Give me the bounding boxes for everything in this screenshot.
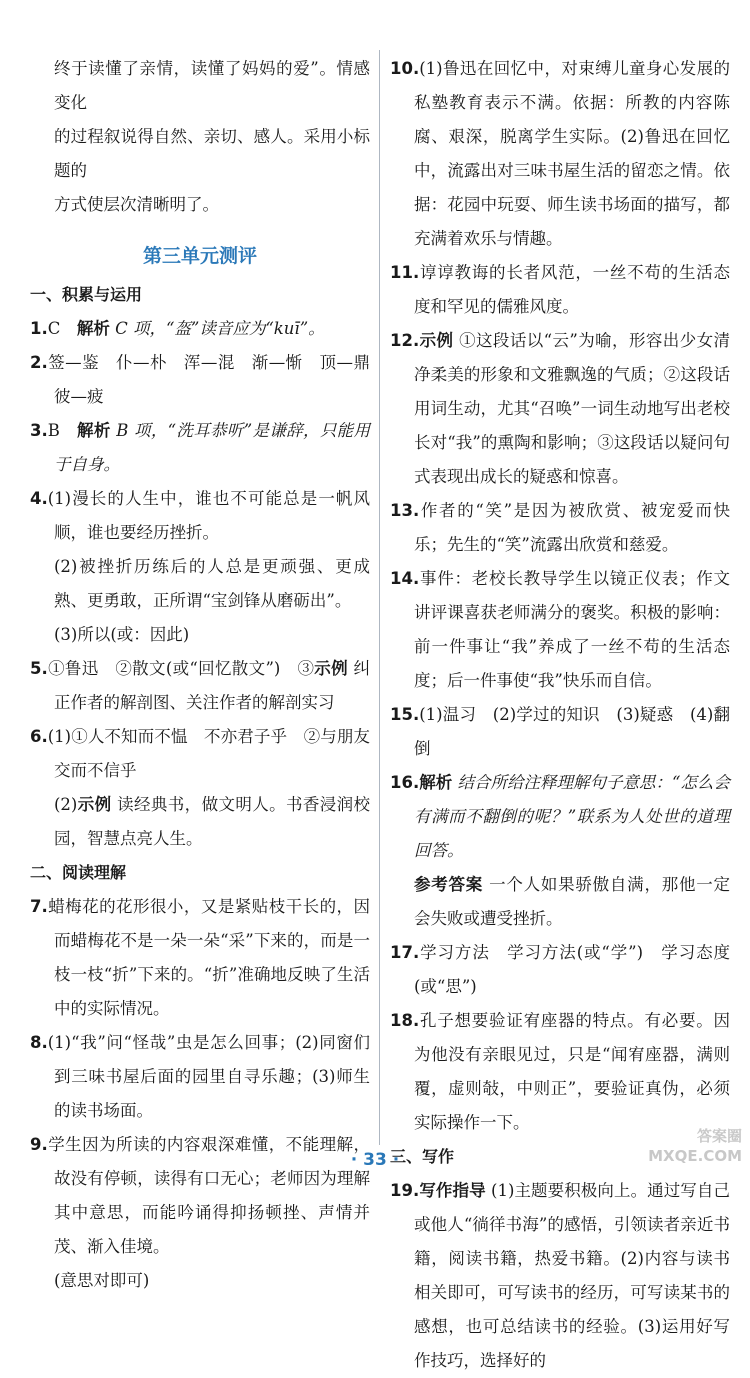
answer-12: 12.示例 ①这段话以“云”为喻，形容出少女清净柔美的形象和文雅飘逸的气质；②这段话用词生动，尤其“召唤”一词生动地写出老校长对“我”的熏陶和影响；③这段话以疑问句式表现出成长的疑惑和惊喜。 — [390, 331, 731, 486]
answer-9-note: (意思对即可) — [54, 1271, 150, 1290]
right-column — [390, 52, 730, 1378]
answer-18: 18.孔子想要验证宥座器的特点。有必要。因为他没有亲眼见过，只是“闻宥座器，满则覆，虚则敧，中则正”，要验证真伪，必须实际操作一下。 — [390, 1011, 730, 1132]
answer-11: 11.谆谆教诲的长者风范，一丝不苟的生活态度和罕见的儒雅风度。 — [390, 263, 730, 316]
column-divider — [379, 50, 380, 1145]
watermark-logo: 答案圈 MXQE.COM — [648, 1127, 742, 1165]
section-heading: 二、阅读理解 — [30, 863, 127, 882]
answer-4-part-2: (2)被挫折历练后的人总是更顽强、更成熟、更勇敢，正所谓“宝剑锋从磨砺出”。 — [54, 557, 370, 610]
answer-17: 17.学习方法 学习方法(或“学”) 学习态度(或“思”) — [390, 943, 730, 996]
answer-16: 16.解析 结合所给注释理解句子意思：“怎么会有满而不翻倒的呢？”联系为人处世的道理回答。 — [390, 773, 730, 860]
page-number: · 33 · — [350, 1150, 400, 1170]
answer-3: 3.B 解析 B 项，“洗耳恭听”是谦辞，只能用于自身。 — [30, 421, 370, 474]
answer-5: 5.①鲁迅 ②散文(或“回忆散文”) ③示例 纠正作者的解剖图、关注作者的解剖实习 — [30, 659, 371, 712]
answer-13: 13.作者的“笑”是因为被欣赏、被宠爱而快乐；先生的“笑”流露出欣赏和慈爱。 — [390, 501, 730, 554]
section-heading: 一、积累与运用 — [30, 285, 143, 304]
answer-4-part-3: (3)所以(或：因此) — [54, 625, 190, 644]
intro-line: 方式使层次清晰明了。 — [54, 195, 219, 214]
section-heading: 三、写作 — [390, 1147, 455, 1166]
answer-15: 15.(1)温习 (2)学过的知识 (3)疑惑 (4)翻倒 — [390, 705, 730, 758]
intro-line: 的过程叙说得自然、亲切、感人。采用小标题的 — [54, 127, 370, 180]
answer-1: 1.C 解析 C 项，“盔”读音应为“kuī”。 — [30, 319, 325, 338]
answer-6-part-2: (2)示例 读经典书，做文明人。书香浸润校园，智慧点亮人生。 — [54, 795, 371, 848]
unit-title: 第三单元测评 — [142, 245, 257, 267]
answer-4: 4.(1)漫长的人生中，谁也不可能总是一帆风顺，谁也要经历挫折。 — [30, 489, 370, 542]
answer-8: 8.(1)“我”问“怪哉”虫是怎么回事；(2)同窗们到三味书屋后面的园里自寻乐趣；(3)师生的读书场面。 — [30, 1033, 370, 1120]
answer-9: 9.学生因为所读的内容艰深难懂，不能理解，故没有停顿，读得有口无心；老师因为理解其中意思，而能吟诵得抑扬顿挫、声情并茂、渐入佳境。 — [30, 1135, 370, 1256]
answer-10: 10.(1)鲁迅在回忆中，对束缚儿童身心发展的私塾教育表示不满。依据：所教的内容陈腐、艰深，脱离学生实际。(2)鲁迅在回忆中，流露出对三味书屋生活的留恋之情。依据：花园中玩耍、师生读书场面的描写，都充满着欢乐与情趣。 — [390, 59, 730, 248]
intro-line: 终于读懂了亲情，读懂了妈妈的爱”。情感变化 — [54, 59, 370, 112]
answer-14: 14.事件：老校长教导学生以镜正仪表；作文讲评课喜获老师满分的褒奖。积极的影响：前一件事让“我”养成了一丝不苟的生活态度；后一件事使“我”快乐而自信。 — [390, 569, 730, 690]
answer-7: 7.蜡梅花的花形很小，又是紧贴枝干长的，因而蜡梅花不是一朵一朵“采”下来的，而是一枝一枝“折”下来的。“折”准确地反映了生活中的实际情况。 — [30, 897, 370, 1018]
answer-2: 2.签—鉴 仆—朴 浑—混 渐—惭 顶—鼎 彼—疲 — [30, 353, 387, 406]
answer-19: 19.写作指导 (1)主题要积极向上。通过写自己或他人“徜徉书海”的感悟，引领读者亲近书籍，阅读书籍，热爱书籍。(2)内容与读书相关即可，可写读书的经历，可写读某书的感想，也可总结读书的经验。(3)运用好写作技巧，选择好的 — [390, 1181, 730, 1370]
answer-16-reference: 参考答案 一个人如果骄傲自满，那他一定会失败或遭受挫折。 — [414, 875, 731, 928]
answer-6: 6.(1)①人不知而不愠 不亦君子乎 ②与朋友交而不信乎 — [30, 727, 370, 780]
